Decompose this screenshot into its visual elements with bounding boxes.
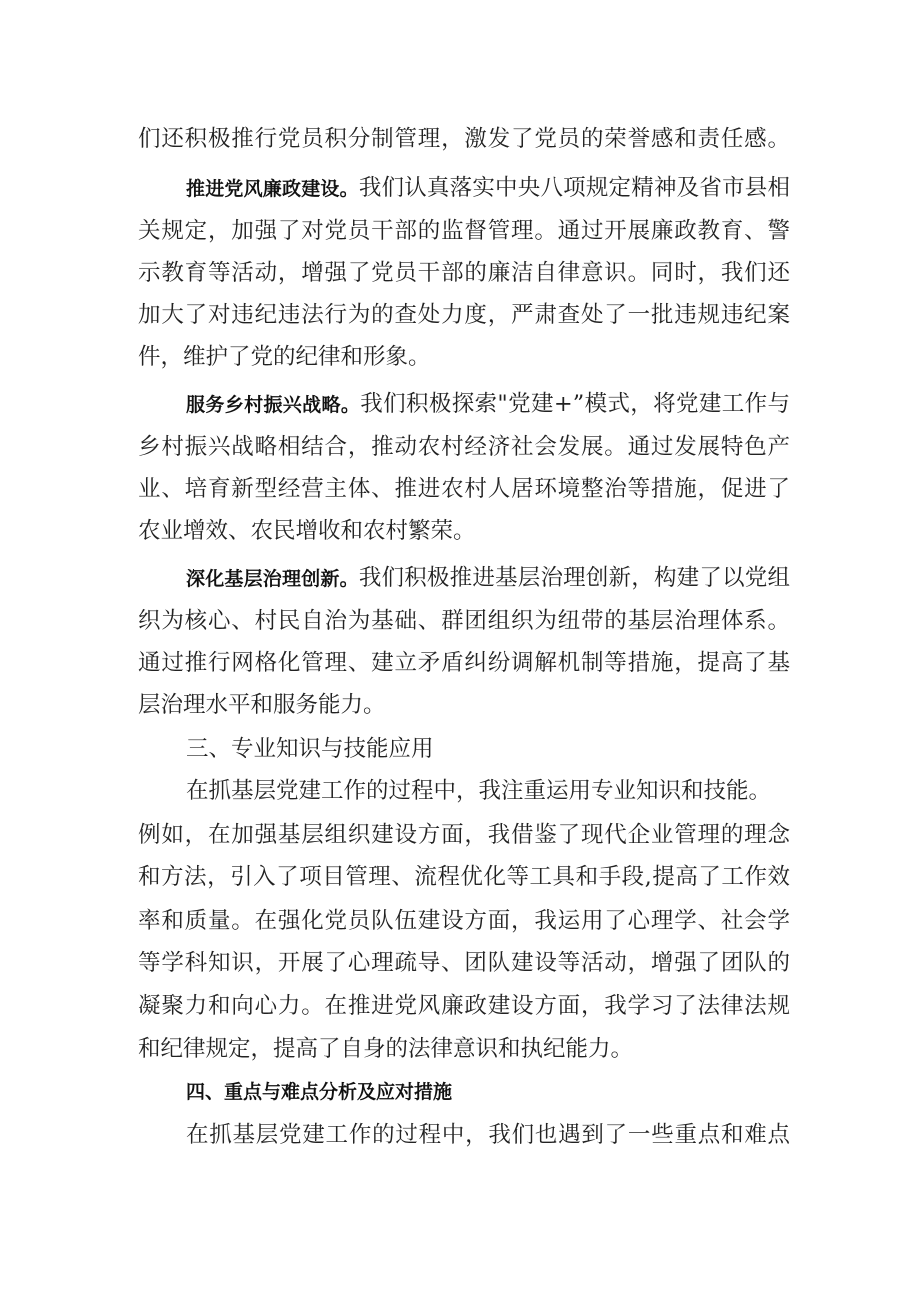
paragraph-line: 通过推行网格化管理、建立矛盾纠纷调解机制等措施，提高了基 bbox=[138, 650, 790, 676]
bold-lead-rural-revitalization: 服务乡村振兴战略。 bbox=[186, 394, 361, 416]
paragraph-line: 件，维护了党的纪律和形象。 bbox=[138, 344, 431, 370]
paragraph-line: 和纪律规定，提高了自身的法律意识和执纪能力。 bbox=[138, 1036, 634, 1062]
section-heading-3: 三、专业知识与技能应用 bbox=[186, 736, 434, 762]
paragraph-line: 加大了对违纪违法行为的查处力度，严肃查处了一批违规违纪案 bbox=[138, 302, 790, 328]
paragraph-line: 示教育等活动，增强了党员干部的廉洁自律意识。同时，我们还 bbox=[138, 260, 790, 286]
section-heading-4: 四、重点与难点分析及应对措施 bbox=[186, 1081, 453, 1103]
paragraph-line: 织为核心、村民自治为基础、群团组织为纽带的基层治理体系。 bbox=[138, 608, 790, 634]
lead-rest-text: 我们积极推进基层治理创新，构建了以党组 bbox=[358, 565, 790, 591]
paragraph-line: 们还积极推行党员积分制管理，激发了党员的荣誉感和责任感。 bbox=[138, 126, 790, 152]
paragraph-line-lead bbox=[186, 173, 790, 204]
paragraph-line: 层治理水平和服务能力。 bbox=[138, 692, 386, 718]
paragraph-line: 业、培育新型经营主体、推进农村人居环境整治等措施，促进了 bbox=[138, 476, 790, 502]
paragraph-line: 在抓基层党建工作的过程中，我注重运用专业知识和技能。 bbox=[186, 778, 772, 804]
paragraph-line-lead bbox=[186, 563, 790, 594]
paragraph-line: 在抓基层党建工作的过程中，我们也遇到了一些重点和难点 bbox=[186, 1122, 790, 1148]
paragraph-line: 凝聚力和向心力。在推进党风廉政建设方面，我学习了法律法规 bbox=[138, 993, 790, 1019]
paragraph-line: 等学科知识，开展了心理疏导、团队建设等活动，增强了团队的 bbox=[138, 950, 790, 976]
bold-lead-party-conduct: 推进党风廉政建设。 bbox=[186, 178, 359, 200]
paragraph-line: 率和质量。在强化党员队伍建设方面，我运用了心理学、社会学 bbox=[138, 908, 790, 934]
lead-rest-text: 我们认真落实中央八项规定精神及省市县相 bbox=[358, 175, 790, 201]
paragraph-line: 关规定，加强了对党员干部的监督管理。通过开展廉政教育、警 bbox=[138, 218, 790, 244]
paragraph-line: 例如，在加强基层组织建设方面，我借鉴了现代企业管理的理念 bbox=[138, 822, 790, 848]
paragraph-line-lead bbox=[186, 389, 790, 420]
paragraph-line: 农业增效、农民增收和农村繁荣。 bbox=[138, 518, 476, 544]
bold-lead-grassroots-governance: 深化基层治理创新。 bbox=[186, 568, 359, 590]
lead-rest-text: 我们积极探索"党建+”模式，将党建工作与 bbox=[360, 391, 790, 417]
paragraph-line: 和方法，引入了项目管理、流程优化等工具和手段,提高了工作效 bbox=[138, 864, 790, 890]
paragraph-line: 乡村振兴战略相结合，推动农村经济社会发展。通过发展特色产 bbox=[138, 434, 790, 460]
